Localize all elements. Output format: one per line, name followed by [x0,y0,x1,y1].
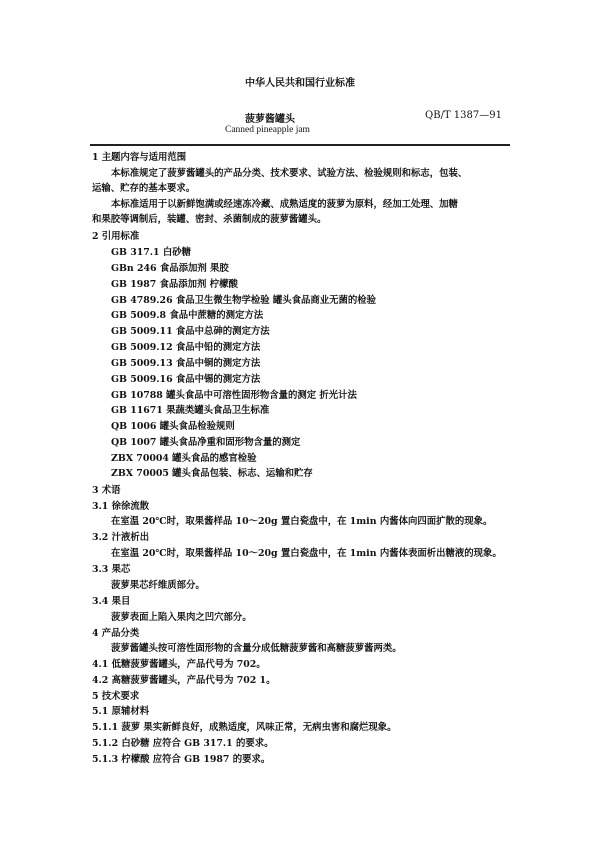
reference-item: GB 10788 罐头食品中可溶性固形物含量的测定 折光计法 [111,390,357,401]
subsection-heading: 3.4 果目 [92,596,131,607]
reference-item: GB 5009.8 食品中蔗糖的测定方法 [111,310,264,321]
standard-title-en: Canned pineapple jam [225,125,310,135]
subsection-heading: 4.2 高糖菠萝酱罐头，产品代号为 702 1。 [92,675,276,686]
paragraph-line: 菠萝酱罐头按可溶性固形物的含量分成低糖菠萝酱和高糖菠萝酱两类。 [111,643,402,654]
paragraph-line: 本标准适用于以新鲜饱满或经速冻冷藏、成熟适度的菠萝为原料，经加工处理、加糖 [111,199,458,210]
subsection-heading: 5.1.1 菠萝 果实新鲜良好，成熟适度，风味正常，无病虫害和腐烂现象。 [92,722,397,733]
paragraph-line: 在室温 20℃时，取果酱样品 10～20g 置白瓷盘中，在 1min 内酱体向四面扩散的现象。 [111,516,493,527]
header-rule [90,144,510,146]
paragraph-line: 菠萝表面上陷入果肉之凹穴部分。 [111,612,252,623]
reference-item: ZBX 70005 罐头食品包装、标志、运输和贮存 [111,468,313,479]
reference-item: GB 5009.13 食品中铜的测定方法 [111,358,261,369]
reference-item: ZBX 70004 罐头食品的感官检验 [111,453,257,464]
subsection-heading: 5.1.3 柠檬酸 应符合 GB 1987 的要求。 [92,754,271,765]
section-heading: 5 技术要求 [92,691,140,702]
subsection-heading: 5.1 原辅材料 [92,706,150,717]
reference-item: QB 1006 罐头食品检验规则 [111,421,235,432]
subsection-heading: 5.1.2 白砂糖 应符合 GB 317.1 的要求。 [92,738,274,749]
reference-item: QB 1007 罐头食品净重和固形物含量的测定 [111,437,301,448]
section-heading: 1 主题内容与适用范围 [92,152,187,163]
section-heading: 4 产品分类 [92,628,140,639]
subsection-heading: 3.3 果芯 [92,564,131,575]
subsection-heading: 3.2 汁液析出 [92,532,150,543]
paragraph-line: 菠萝果芯纤维质部分。 [111,580,205,591]
reference-item: GB 5009.11 食品中总砷的测定方法 [111,326,270,337]
reference-item: GB 1987 食品添加剂 柠檬酸 [111,279,238,290]
paragraph-line: 本标准规定了菠萝酱罐头的产品分类、技术要求、试验方法、检验规则和标志，包装、 [111,168,468,179]
standard-code: QB/T 1387—91 [425,110,502,121]
paragraph-line: 和果胶等调制后，装罐、密封、杀菌制成的菠萝酱罐头。 [92,214,327,225]
paragraph-line: 在室温 20℃时，取果酱样品 10～20g 置白瓷盘中，在 1min 内酱体表面析出糖液的现象。 [111,548,502,559]
subsection-heading: 3.1 徐徐流散 [92,501,150,512]
standard-title-cn: 菠萝酱罐头 [245,114,295,125]
section-heading: 3 术语 [92,485,121,496]
subsection-heading: 4.1 低糖菠萝酱罐头，产品代号为 702。 [92,659,266,670]
reference-item: GB 5009.12 食品中铅的测定方法 [111,342,261,353]
reference-item: GB 4789.26 食品卫生微生物学检验 罐头食品商业无菌的检验 [111,295,377,306]
reference-item: GBn 246 食品添加剂 果胶 [111,263,229,274]
reference-item: GB 317.1 白砂糖 [111,247,191,258]
reference-item: GB 11671 果蔬类罐头食品卫生标准 [111,405,270,416]
reference-item: GB 5009.16 食品中锡的测定方法 [111,374,261,385]
section-heading: 2 引用标准 [92,231,140,242]
paragraph-line: 运输、贮存的基本要求。 [92,183,196,194]
org-title: 中华人民共和国行业标准 [245,78,355,89]
